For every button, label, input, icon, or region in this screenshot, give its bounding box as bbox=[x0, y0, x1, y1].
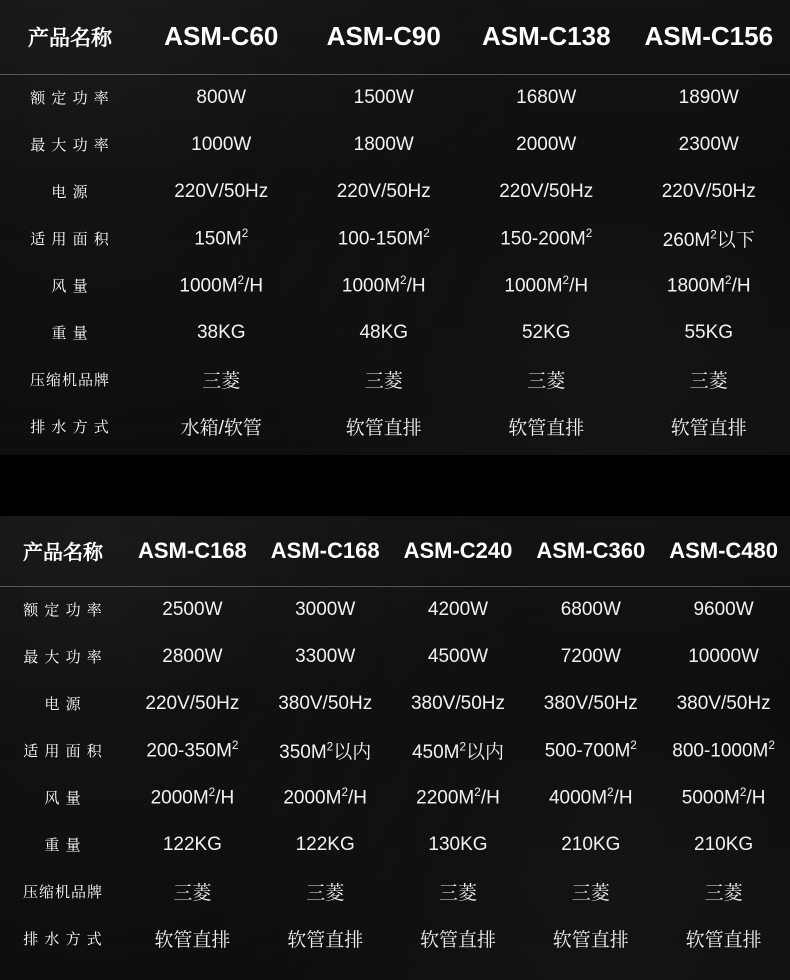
spec-cell: 210KG bbox=[561, 833, 621, 855]
spec-table-block-1 bbox=[0, 0, 790, 455]
table-row bbox=[0, 403, 790, 450]
spec-cell: 1500W bbox=[353, 86, 414, 108]
spec-cell: 52KG bbox=[521, 321, 571, 343]
spec-cell: 1800W bbox=[353, 133, 414, 155]
spec-cell: 6800W bbox=[560, 598, 621, 620]
spec-cell: $2000M^2/H$ bbox=[150, 785, 235, 809]
spec-cell: 380V/50Hz bbox=[543, 692, 638, 714]
spec-row-label: 排 水 方 式 bbox=[30, 419, 110, 436]
spec-row-label: 排 水 方 式 bbox=[23, 931, 103, 948]
spec-row-label: 最 大 功 率 bbox=[30, 137, 110, 154]
spec-cell: $350M^2$以内 bbox=[279, 740, 372, 763]
spec-table-1-model-0: ASM-C60 bbox=[164, 21, 279, 52]
spec-row-label: 风 量 bbox=[44, 790, 82, 807]
spec-cell: 380V/50Hz bbox=[278, 692, 373, 714]
table-row bbox=[0, 215, 790, 262]
spec-cell: 软管直排 bbox=[670, 418, 747, 439]
spec-cell: $1000M^2/H$ bbox=[179, 273, 264, 297]
spec-table-2-header-label: 产品名称 bbox=[23, 542, 103, 565]
spec-table-1-model-3: ASM-C156 bbox=[644, 21, 774, 52]
spec-row-label: 风 量 bbox=[51, 278, 89, 295]
table-row bbox=[0, 727, 790, 774]
spec-cell: $200-350M^2$ bbox=[146, 738, 239, 762]
spec-cell: 2300W bbox=[678, 133, 739, 155]
table-row bbox=[0, 121, 790, 168]
spec-cell: $1000M^2/H$ bbox=[341, 273, 426, 297]
table-row bbox=[0, 915, 790, 962]
spec-table-2-model-2: ASM-C240 bbox=[403, 537, 513, 563]
spec-cell: 三菱 bbox=[364, 371, 403, 392]
spec-cell: 软管直排 bbox=[154, 930, 231, 951]
spec-cell: $1000M^2/H$ bbox=[504, 273, 589, 297]
spec-row-label: 电 源 bbox=[44, 696, 82, 713]
spec-table-1-model-1: ASM-C90 bbox=[326, 21, 441, 52]
table-row bbox=[0, 356, 790, 403]
spec-table-1-model-2: ASM-C138 bbox=[481, 21, 611, 52]
spec-table-2-body bbox=[0, 586, 790, 962]
spec-table-2-head bbox=[0, 516, 790, 586]
spec-cell: $1800M^2/H$ bbox=[666, 273, 751, 297]
spec-row-label: 电 源 bbox=[51, 184, 89, 201]
spec-cell: $500-700M^2$ bbox=[544, 738, 637, 762]
table-row bbox=[0, 586, 790, 633]
spec-cell: $100-150M^2$ bbox=[337, 226, 430, 250]
spec-cell: $800-1000M^2$ bbox=[672, 738, 775, 762]
table-row bbox=[0, 168, 790, 215]
spec-cell: 800W bbox=[196, 86, 247, 108]
spec-cell: 210KG bbox=[694, 833, 754, 855]
spec-cell: $450M^2$以内 bbox=[411, 740, 505, 763]
spec-cell: 三菱 bbox=[202, 371, 241, 392]
spec-cell: 130KG bbox=[428, 833, 488, 855]
spec-cell: 三菱 bbox=[689, 371, 728, 392]
spec-row-label: 额 定 功 率 bbox=[23, 602, 103, 620]
spec-cell: 380V/50Hz bbox=[676, 692, 771, 714]
spec-cell: 软管直排 bbox=[345, 418, 422, 439]
spec-cell: $4000M^2/H$ bbox=[548, 785, 633, 809]
spec-table-1-head bbox=[0, 0, 790, 74]
table-row bbox=[0, 309, 790, 356]
spec-cell: 220V/50Hz bbox=[145, 692, 240, 714]
spec-table-2 bbox=[0, 516, 790, 962]
spec-cell: 10000W bbox=[688, 645, 759, 667]
spec-cell: 三菱 bbox=[704, 883, 743, 904]
spec-table-2-model-0: ASM-C168 bbox=[137, 537, 247, 563]
spec-table-1-header-label: 产品名称 bbox=[28, 26, 112, 50]
spec-cell: 三菱 bbox=[527, 371, 566, 392]
table-row bbox=[0, 74, 790, 121]
spec-cell: 9600W bbox=[693, 598, 754, 620]
spec-cell: $2200M^2/H$ bbox=[416, 785, 500, 809]
spec-cell: 2000W bbox=[516, 133, 577, 155]
table-row bbox=[0, 262, 790, 309]
spec-row-label: 重 量 bbox=[51, 325, 89, 342]
spec-cell: 122KG bbox=[295, 833, 355, 855]
spec-cell: 1000W bbox=[191, 133, 252, 155]
table-row bbox=[0, 821, 790, 868]
spec-cell: 7200W bbox=[560, 645, 621, 667]
spec-table-1-header-row bbox=[0, 0, 790, 74]
spec-cell: 软管直排 bbox=[552, 930, 629, 951]
spec-cell: $150-200M^2$ bbox=[500, 226, 593, 250]
spec-row-label: 重 量 bbox=[44, 837, 82, 854]
spec-cell: 122KG bbox=[162, 833, 222, 855]
spec-cell: 2500W bbox=[162, 598, 223, 620]
spec-row-label: 适 用 面 积 bbox=[30, 231, 110, 248]
table-row bbox=[0, 633, 790, 680]
spec-table-2-model-3: ASM-C360 bbox=[536, 537, 646, 563]
spec-cell: 4200W bbox=[427, 598, 489, 620]
spec-cell: 3000W bbox=[295, 598, 356, 620]
spec-cell: 48KG bbox=[359, 321, 409, 343]
spec-cell: $2000M^2/H$ bbox=[283, 785, 368, 809]
spec-cell: $5000M^2/H$ bbox=[681, 785, 766, 809]
spec-cell: 软管直排 bbox=[685, 930, 762, 951]
spec-cell: 三菱 bbox=[306, 883, 345, 904]
spec-cell: 380V/50Hz bbox=[410, 692, 505, 714]
spec-cell: 4500W bbox=[427, 645, 489, 667]
spec-table-2-model-4: ASM-C480 bbox=[669, 537, 778, 563]
spec-table-1-body bbox=[0, 74, 790, 450]
spec-table-2-header-row bbox=[0, 516, 790, 586]
spec-cell: 220V/50Hz bbox=[499, 180, 594, 202]
spec-row-label: 最 大 功 率 bbox=[23, 649, 103, 666]
spec-cell: 1890W bbox=[678, 86, 739, 108]
spec-cell: 三菱 bbox=[173, 883, 212, 904]
spec-cell: 220V/50Hz bbox=[174, 180, 269, 202]
spec-table-block-2 bbox=[0, 516, 790, 980]
spec-row-label: 压缩机品牌 bbox=[22, 884, 103, 901]
spec-cell: 软管直排 bbox=[287, 930, 364, 951]
spec-cell: 水箱/软管 bbox=[180, 418, 262, 439]
table-row bbox=[0, 774, 790, 821]
spec-table-1 bbox=[0, 0, 790, 450]
table-row bbox=[0, 868, 790, 915]
spec-cell: 三菱 bbox=[438, 883, 477, 904]
spec-cell: 220V/50Hz bbox=[336, 180, 431, 202]
spec-cell: $260M^2$以下 bbox=[662, 228, 755, 251]
block-divider bbox=[0, 455, 790, 516]
spec-row-label: 适 用 面 积 bbox=[23, 743, 103, 760]
spec-cell: 软管直排 bbox=[419, 930, 496, 951]
spec-cell: 3300W bbox=[295, 645, 356, 667]
spec-cell: 三菱 bbox=[571, 883, 610, 904]
spec-cell: 软管直排 bbox=[508, 418, 585, 439]
table-row bbox=[0, 680, 790, 727]
spec-row-label: 压缩机品牌 bbox=[29, 372, 110, 389]
spec-cell: 220V/50Hz bbox=[661, 180, 756, 202]
spec-cell: 55KG bbox=[684, 321, 734, 343]
spec-cell: 38KG bbox=[196, 321, 246, 343]
spec-table-2-model-1: ASM-C168 bbox=[270, 537, 380, 563]
spec-cell: 2800W bbox=[162, 645, 223, 667]
spec-cell: 1680W bbox=[516, 86, 577, 108]
spec-cell: $150M^2$ bbox=[194, 226, 249, 250]
spec-row-label: 额 定 功 率 bbox=[30, 90, 110, 108]
